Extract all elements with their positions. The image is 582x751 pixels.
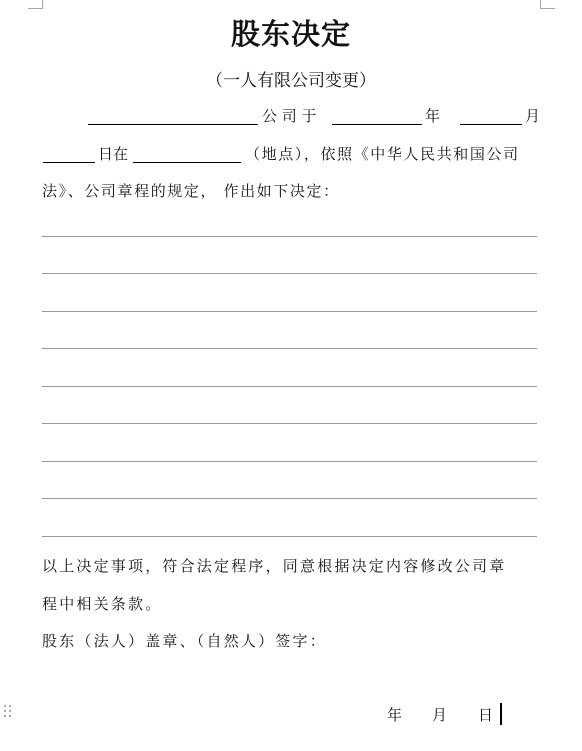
writing-line[interactable] [42,461,537,462]
date-day-label: 日 [478,706,494,724]
page-corner-mark-right [540,0,555,9]
writing-line[interactable] [42,311,537,312]
document-subtitle: （一人有限公司变更） [206,71,376,91]
writing-line[interactable] [42,536,537,537]
document-title: 股东决定 [230,17,351,51]
conclusion-text-line-2: 程中相关条款。 [42,595,163,613]
drag-handle-icon[interactable] [4,705,14,719]
date-month-label: 月 [432,706,448,724]
company-name-blank[interactable] [88,124,258,125]
legal-basis-text: 法》、公司章程的规定， 作出如下决定： [42,182,340,200]
conclusion-text-line-1: 以上决定事项，符合法定程序，同意根据决定内容修改公司章 [42,557,507,575]
day-blank[interactable] [43,162,95,163]
signature-label: 股东（法人）盖章、（自然人）签字： [42,632,327,650]
writing-line[interactable] [42,348,537,349]
writing-line[interactable] [42,273,537,274]
day-label: 日在 [98,145,129,163]
writing-line[interactable] [42,386,537,387]
place-clause: （地点），依照《中华人民共和国公司 [245,145,520,163]
month-label: 月 [525,107,541,125]
writing-line[interactable] [42,423,537,424]
writing-line[interactable] [42,498,537,499]
company-label: 公 司 于 [262,107,317,125]
year-label: 年 [425,107,441,125]
year-blank[interactable] [332,124,422,125]
date-year-label: 年 [387,706,403,724]
page-corner-mark-left [28,0,43,9]
writing-line[interactable] [42,236,537,237]
text-cursor [500,703,502,725]
place-blank[interactable] [133,162,241,163]
month-blank[interactable] [460,124,522,125]
